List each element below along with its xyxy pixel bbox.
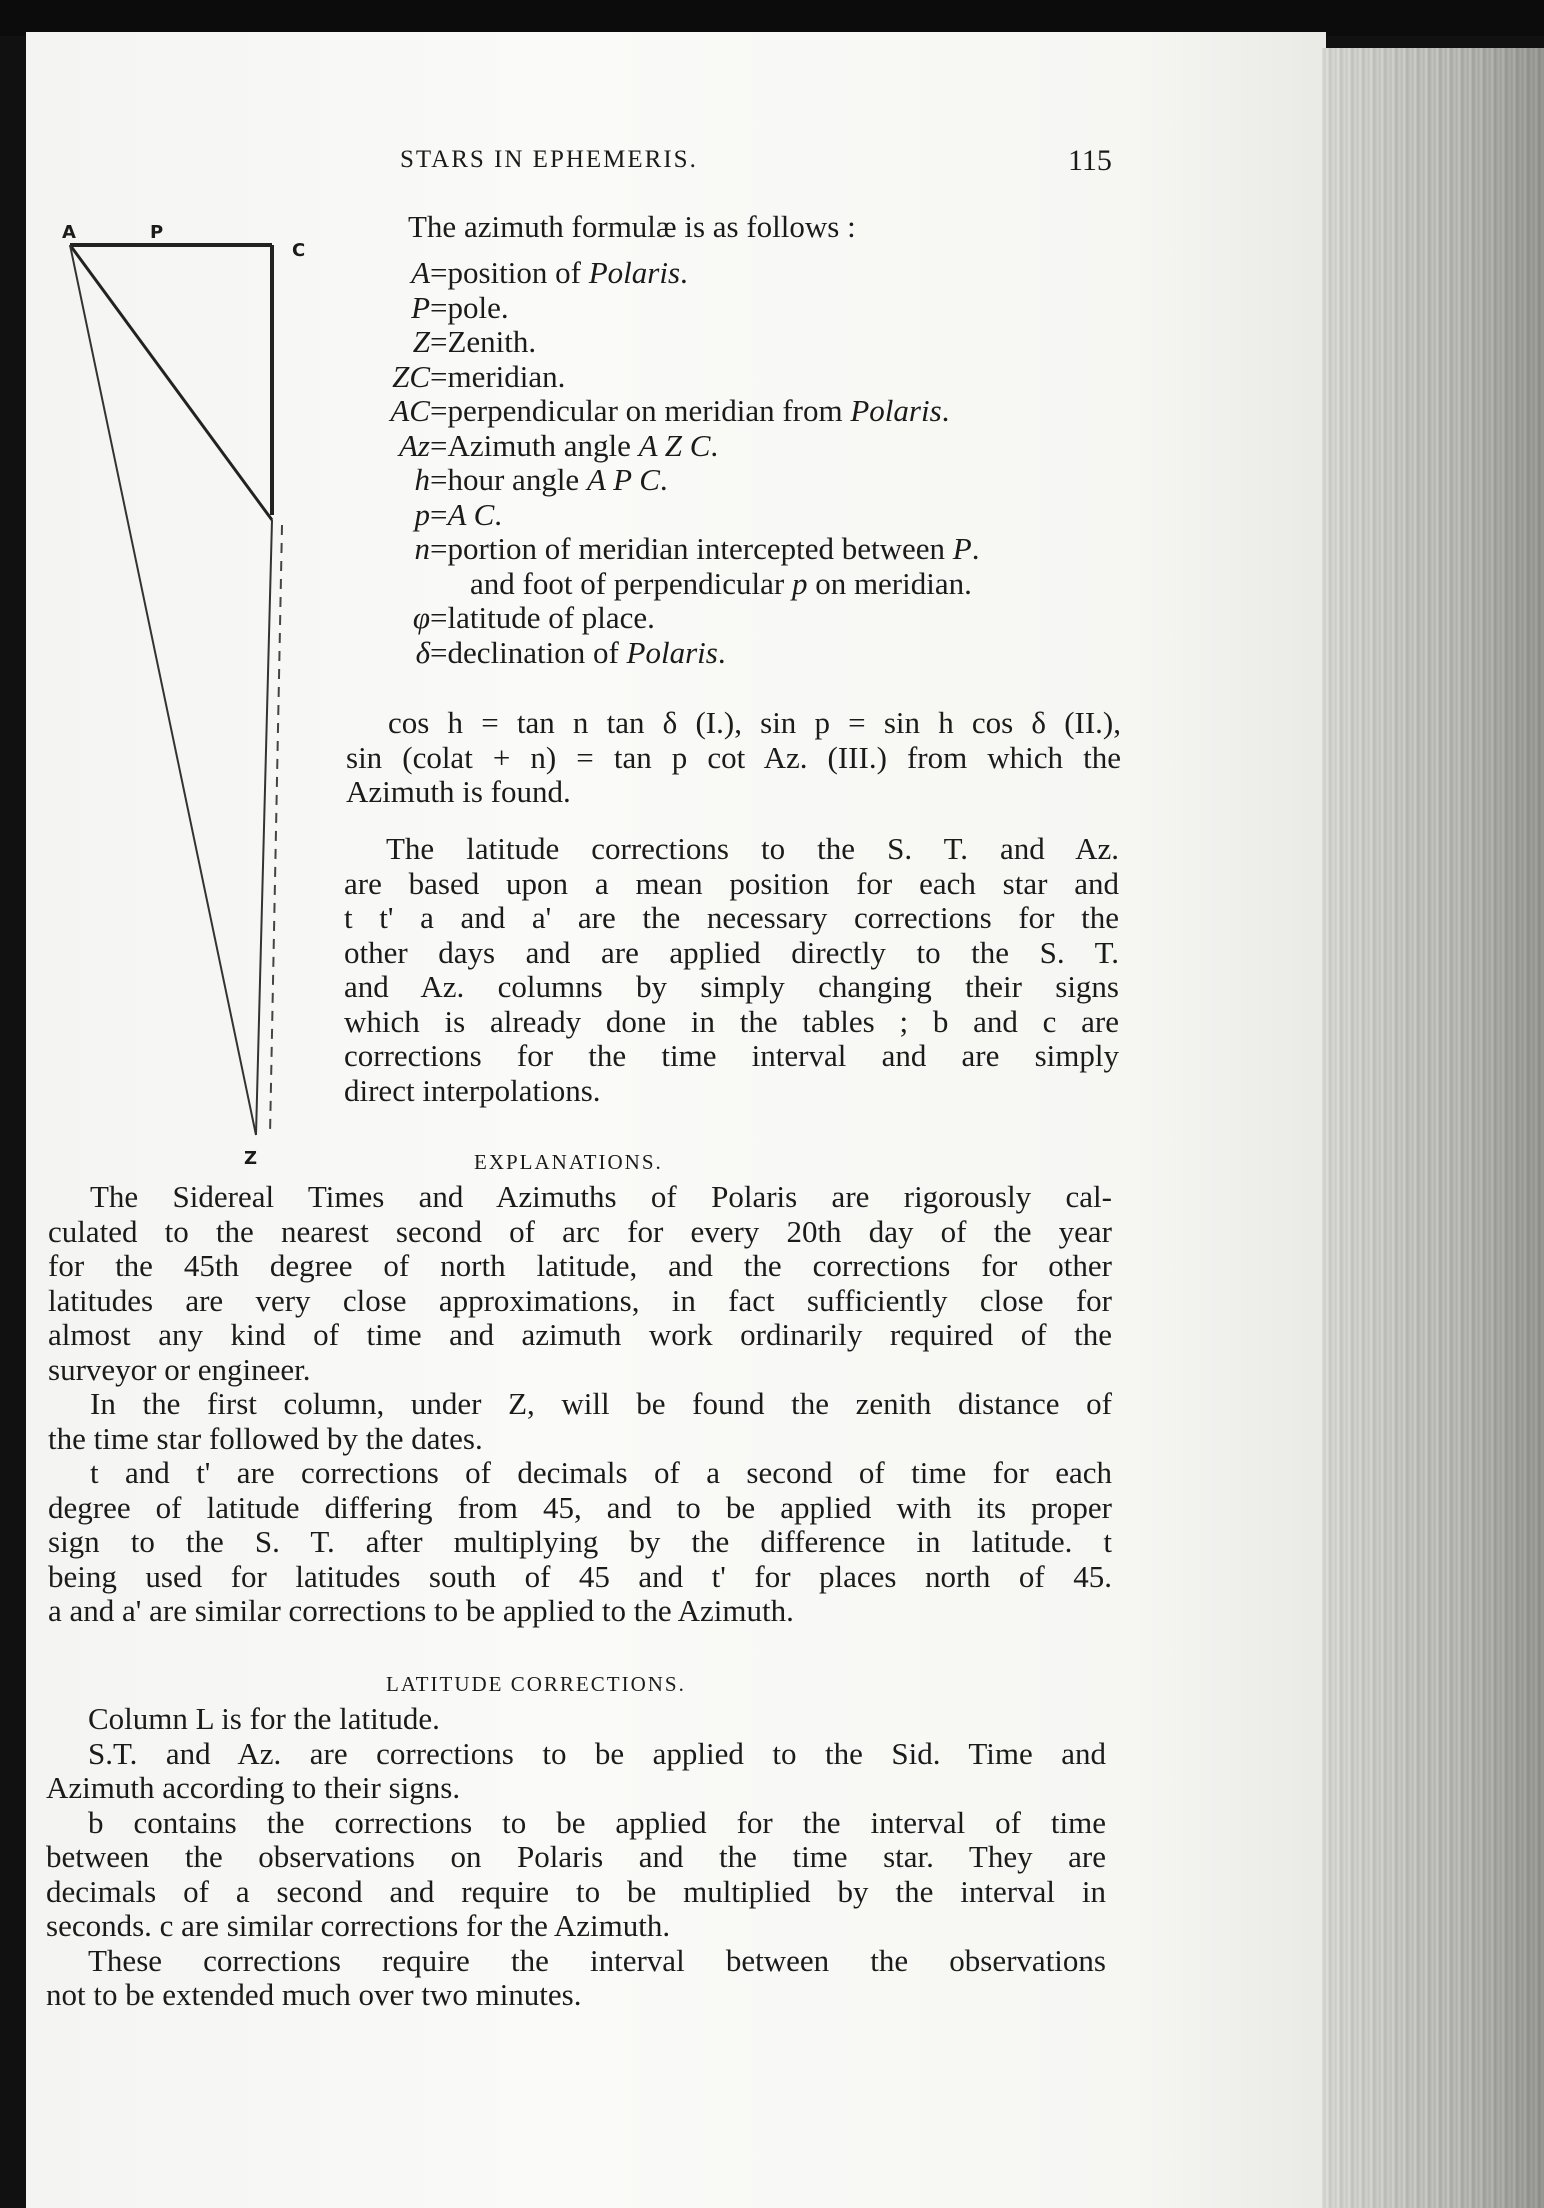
text-line: culated to the nearest second of arc for every 20th day of the year <box>48 1213 1112 1249</box>
text-line: and Az. columns by simply changing their signs <box>344 969 1119 1004</box>
explanations-heading: EXPLANATIONS. <box>474 1150 663 1174</box>
definition-item: δ=declination of Polaris. <box>415 634 726 670</box>
text-line: S.T. and Az. are corrections to be applied to the Sid. Time and <box>88 1735 1106 1771</box>
text-line: decimals of a second and require to be multiplied by the interval in <box>46 1873 1106 1909</box>
formula-line: cos h = tan n tan δ (I.), sin p = sin h cos δ (II.), <box>388 705 1121 740</box>
text-line: corrections for the time interval and are simply <box>344 1038 1119 1073</box>
definition-item: φ=latitude of place. <box>412 600 655 635</box>
text-line: Azimuth according to their signs. <box>46 1770 461 1805</box>
text-line: a and a' are similar corrections to be applied to the Azimuth. <box>48 1593 794 1628</box>
text-line: These corrections require the interval between the observations <box>88 1942 1106 1978</box>
text-line: being used for latitudes south of 45 and t' for places north of 45. <box>48 1558 1112 1594</box>
text-line: direct interpolations. <box>344 1072 601 1108</box>
polar-triangle-diagram <box>60 235 320 1165</box>
definition-item: Z=Zenith. <box>412 324 537 359</box>
text-line: In the first column, under Z, will be found the zenith distance of <box>90 1386 1112 1421</box>
definition-item: and foot of perpendicular p on meridian. <box>470 565 972 601</box>
formula-block <box>346 706 1121 810</box>
text-line: are based upon a mean position for each star and <box>344 865 1119 901</box>
text-line: between the observations on Polaris and the time star. They are <box>46 1839 1106 1874</box>
text-line: seconds. c are similar corrections for the Azimuth. <box>46 1908 671 1943</box>
definition-item: Az=Azimuth angle A Z C. <box>399 427 719 463</box>
text-line: the time star followed by the dates. <box>48 1420 483 1456</box>
definition-item: ZC=meridian. <box>392 358 566 394</box>
line-meridian <box>256 520 272 1135</box>
diagram-label-c: C <box>292 240 306 261</box>
definition-item: P=pole. <box>411 289 509 325</box>
text-line: for the 45th degree of north latitude, and the corrections for other <box>48 1248 1112 1283</box>
diagram-label-a: A <box>62 222 76 243</box>
running-header: STARS IN EPHEMERIS. <box>400 146 698 173</box>
diagram-label-p: P <box>150 222 164 243</box>
text-line: other days and are applied directly to the S. T. <box>344 934 1119 970</box>
definition-item: h=hour angle A P C. <box>414 462 668 497</box>
text-line: The latitude corrections to the S. T. and Az. <box>386 831 1119 866</box>
text-line: latitudes are very close approximations, in fact sufficiently close for <box>48 1282 1112 1318</box>
definition-item: p=A C. <box>414 496 503 532</box>
text-line: not to be extended much over two minutes. <box>46 1977 582 2012</box>
definition-item: n=portion of meridian intercepted between P. <box>414 531 980 566</box>
line-meridian-dashed <box>270 525 282 1135</box>
line-az <box>70 245 256 1135</box>
text-line: degree of latitude differing from 45, and to be applied with its proper <box>48 1489 1112 1525</box>
formula-line: sin (colat + n) = tan p cot Az. (III.) from which the <box>346 739 1121 775</box>
definition-item: A=position of Polaris. <box>411 255 688 290</box>
latitude-paragraph <box>344 832 1119 1108</box>
definitions-list <box>320 256 1100 670</box>
latitude-corrections-heading: LATITUDE CORRECTIONS. <box>386 1672 686 1696</box>
line-ap <box>70 245 272 520</box>
text-line: The Sidereal Times and Azimuths of Polaris are rigorously cal- <box>90 1179 1112 1214</box>
page-number: 115 <box>1068 144 1112 177</box>
definition-item: AC=perpendicular on meridian from Polaris. <box>390 393 950 428</box>
explanations-section <box>48 1180 1112 1629</box>
latitude-corrections-section <box>46 1702 1106 2013</box>
intro-line: The azimuth formulæ is as follows : <box>408 209 856 244</box>
text-line: surveyor or engineer. <box>48 1351 311 1387</box>
text-line: t and t' are corrections of decimals of a second of time for each <box>90 1455 1112 1490</box>
text-line: Column L is for the latitude. <box>88 1701 440 1736</box>
text-line: almost any kind of time and azimuth work ordinarily required of the <box>48 1317 1112 1352</box>
text-line: which is already done in the tables ; b and c are <box>344 1003 1119 1039</box>
page-edges <box>1322 48 1544 2208</box>
text-line: t t' a and a' are the necessary corrections for the <box>344 900 1119 935</box>
scan-top-border <box>0 0 1544 36</box>
diagram-label-z: Z <box>244 1148 258 1169</box>
text-line: b contains the corrections to be applied for the interval of time <box>88 1804 1106 1840</box>
formula-line: Azimuth is found. <box>346 774 571 809</box>
text-line: sign to the S. T. after multiplying by the difference in latitude. t <box>48 1524 1112 1559</box>
